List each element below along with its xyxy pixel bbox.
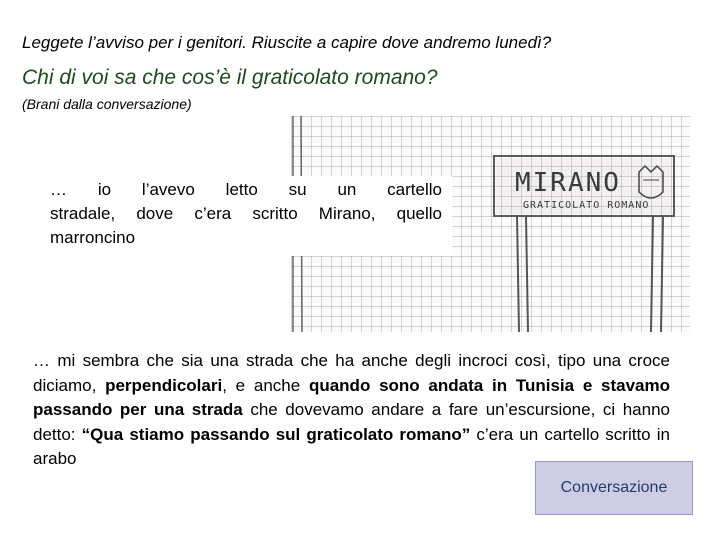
quote-2-bold-2: quando sono andata in Tunisia e stavamo passando per una strada — [33, 375, 671, 419]
quote-box-2 — [33, 349, 670, 472]
quote-2-bold-1: perpendicolari — [105, 375, 223, 395]
sign-name: MIRANO — [515, 168, 621, 198]
quote-2-text-2: , e anche — [222, 375, 309, 395]
quote-box-1 — [40, 176, 452, 256]
sign-subtitle: GRATICOLATO ROMANO — [523, 200, 650, 211]
source-caption: (Brani dalla conversazione) — [22, 96, 192, 112]
quote-2-bold-3: “Qua stiamo passando sul graticolato romano” — [81, 424, 471, 444]
question-heading: Chi di voi sa che cos’è il graticolato romano? — [22, 66, 438, 89]
quote-2-text-3: che dovevamo andare a fare un’escursione, ci hanno detto: — [33, 400, 670, 444]
quote-2-text-4: c’era un cartello scritto in arabo — [33, 424, 670, 468]
quote-1-rest: stradale, dove c’era scritto Mirano, quello marroncino — [50, 204, 442, 247]
quote-1-line-1: … io l’avevo letto su un cartello — [50, 180, 442, 199]
intro-text: Leggete l’avviso per i genitori. Riuscite a capire dove andremo lunedì? — [22, 33, 552, 52]
quote-2-text-1: … mi sembra che sia una strada che ha anche degli incroci così, tipo una croce diciamo, — [33, 351, 670, 395]
conversazione-button[interactable] — [535, 461, 693, 515]
conversazione-button-label: Conversazione — [560, 479, 668, 496]
